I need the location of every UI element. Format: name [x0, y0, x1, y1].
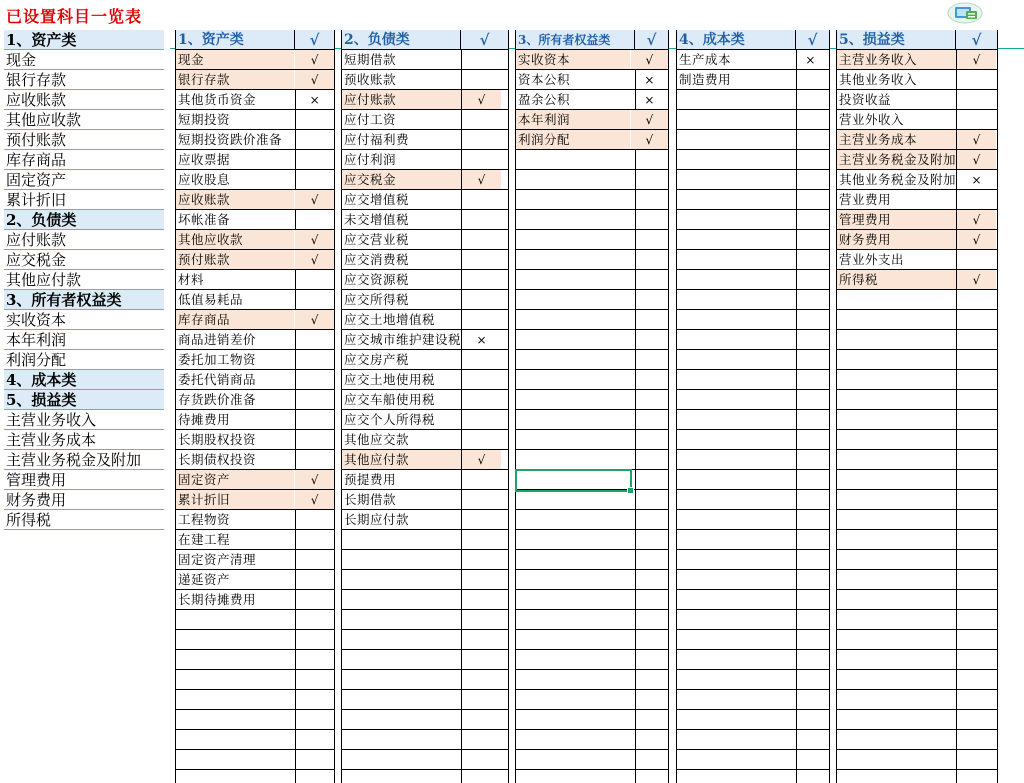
empty-mark-cell[interactable] — [462, 290, 501, 310]
account-name-cell[interactable]: 其他应付款 — [342, 450, 461, 469]
empty-mark-cell[interactable] — [295, 530, 334, 550]
category-table-pnl — [836, 30, 998, 783]
account-row — [516, 90, 668, 110]
account-name-cell[interactable]: 投资收益 — [839, 92, 892, 107]
account-name-cell[interactable]: 应付账款 — [342, 90, 461, 109]
summary-item[interactable]: 主营业务成本 — [4, 430, 164, 450]
account-name-cell[interactable]: 坏帐准备 — [178, 212, 231, 227]
category-header-cost — [677, 30, 829, 50]
account-row — [176, 510, 334, 530]
account-row — [516, 50, 668, 70]
account-row — [342, 270, 508, 290]
account-row — [176, 210, 334, 230]
account-row — [342, 290, 508, 310]
category-title[interactable]: 2、负债类 — [342, 30, 461, 49]
account-name-cell[interactable]: 应交城市维护建设税 — [344, 332, 461, 347]
account-name-cell[interactable]: 商品进销差价 — [178, 332, 257, 347]
account-name-cell[interactable]: 其他业务税金及附加 — [839, 172, 956, 187]
check-mark-cell[interactable]: √ — [957, 130, 996, 149]
account-name-cell[interactable]: 现金 — [176, 50, 294, 69]
account-name-cell[interactable]: 应交所得税 — [344, 292, 410, 307]
empty-mark-cell[interactable] — [462, 150, 501, 170]
category-title[interactable]: 5、损益类 — [837, 30, 956, 49]
account-name-cell[interactable]: 营业外收入 — [839, 112, 905, 127]
account-row — [176, 390, 334, 410]
account-row — [176, 110, 334, 130]
empty-mark-cell[interactable] — [295, 450, 334, 470]
account-row — [176, 130, 334, 150]
account-row — [176, 150, 334, 170]
summary-item[interactable]: 应付账款 — [4, 230, 164, 250]
empty-mark-cell[interactable] — [295, 370, 334, 390]
account-name-cell[interactable]: 库存商品 — [176, 310, 294, 329]
account-row — [176, 330, 334, 350]
account-name-cell[interactable]: 本年利润 — [516, 110, 630, 129]
empty-mark-cell[interactable] — [462, 390, 501, 410]
empty-mark-cell[interactable] — [957, 110, 996, 130]
account-row — [176, 450, 334, 470]
category-title[interactable]: 3、所有者权益类 — [516, 30, 635, 49]
account-row — [176, 310, 334, 330]
account-name-cell[interactable]: 应付利润 — [344, 152, 397, 167]
summary-item[interactable]: 银行存款 — [4, 70, 164, 90]
empty-mark-cell[interactable] — [462, 110, 501, 130]
category-title[interactable]: 1、资产类 — [176, 30, 295, 49]
account-row — [176, 270, 334, 290]
account-name-cell[interactable]: 工程物资 — [178, 512, 231, 527]
summary-item[interactable]: 其他应付款 — [4, 270, 164, 290]
summary-item[interactable]: 管理费用 — [4, 470, 164, 490]
account-row — [176, 230, 334, 250]
account-name-cell[interactable]: 预收账款 — [344, 72, 397, 87]
empty-mark-cell[interactable] — [462, 130, 501, 150]
empty-mark-cell[interactable] — [295, 110, 334, 130]
empty-mark-cell[interactable] — [462, 310, 501, 330]
empty-mark-cell[interactable] — [462, 490, 501, 510]
account-name-cell[interactable]: 应交税金 — [342, 170, 461, 189]
account-row — [176, 250, 334, 270]
account-row — [342, 90, 508, 110]
check-column-header[interactable]: √ — [971, 31, 982, 49]
check-mark-cell[interactable]: √ — [295, 230, 334, 249]
check-mark-cell[interactable]: √ — [295, 190, 334, 209]
empty-mark-cell[interactable] — [295, 390, 334, 410]
account-name-cell[interactable]: 利润分配 — [516, 130, 630, 149]
empty-mark-cell[interactable] — [295, 290, 334, 310]
account-row — [837, 90, 997, 110]
summary-item[interactable]: 财务费用 — [4, 490, 164, 510]
account-name-cell[interactable]: 应交土地增值税 — [344, 312, 436, 327]
account-name-cell[interactable]: 资本公积 — [518, 72, 571, 87]
summary-category[interactable]: 2、负债类 — [4, 210, 164, 230]
account-row — [516, 70, 668, 90]
account-name-cell[interactable]: 主营业务成本 — [837, 130, 956, 149]
summary-item[interactable]: 主营业务税金及附加 — [4, 450, 164, 470]
summary-item[interactable]: 库存商品 — [4, 150, 164, 170]
account-row — [176, 470, 334, 490]
account-name-cell[interactable]: 委托加工物资 — [178, 352, 257, 367]
account-row — [176, 490, 334, 510]
account-name-cell[interactable]: 预提费用 — [344, 472, 397, 487]
account-row — [837, 130, 997, 150]
account-row — [342, 390, 508, 410]
account-row — [176, 410, 334, 430]
check-column-header[interactable]: √ — [646, 31, 657, 49]
account-name-cell[interactable]: 固定资产 — [176, 470, 294, 489]
account-name-cell[interactable]: 营业外支出 — [839, 252, 905, 267]
check-column-header[interactable]: √ — [807, 31, 818, 49]
summary-item[interactable]: 预付账款 — [4, 130, 164, 150]
summary-item[interactable]: 累计折旧 — [4, 190, 164, 210]
account-name-cell[interactable]: 长期应付款 — [344, 512, 410, 527]
account-row — [342, 510, 508, 530]
account-row — [342, 110, 508, 130]
account-row — [342, 130, 508, 150]
account-row — [176, 570, 334, 590]
account-row — [176, 290, 334, 310]
account-name-cell[interactable]: 应交营业税 — [344, 232, 410, 247]
empty-mark-cell[interactable] — [462, 50, 501, 70]
summary-item[interactable]: 其他应收款 — [4, 110, 164, 130]
empty-mark-cell[interactable] — [462, 190, 501, 210]
empty-mark-cell[interactable] — [462, 70, 501, 90]
check-mark-cell[interactable]: √ — [295, 310, 334, 329]
empty-mark-cell[interactable] — [462, 510, 501, 530]
account-name-cell[interactable]: 递延资产 — [178, 572, 231, 587]
empty-mark-cell[interactable] — [295, 510, 334, 530]
account-row — [837, 70, 997, 90]
category-table-assets — [175, 30, 335, 783]
check-mark-cell[interactable]: √ — [957, 150, 996, 169]
summary-category[interactable]: 5、损益类 — [4, 390, 164, 410]
empty-mark-cell[interactable] — [295, 590, 334, 610]
account-name-cell[interactable]: 制造费用 — [679, 72, 732, 87]
account-name-cell[interactable]: 主营业务收入 — [837, 50, 956, 69]
account-name-cell[interactable]: 长期债权投资 — [178, 452, 257, 467]
cross-mark-cell[interactable]: × — [644, 73, 655, 87]
account-name-cell[interactable]: 未交增值税 — [344, 212, 410, 227]
empty-mark-cell[interactable] — [295, 570, 334, 590]
account-name-cell[interactable]: 所得税 — [837, 270, 956, 289]
account-row — [176, 70, 334, 90]
account-row — [176, 350, 334, 370]
empty-mark-cell[interactable] — [295, 210, 334, 230]
account-row — [837, 150, 997, 170]
account-row — [837, 50, 997, 70]
category-header-pnl — [837, 30, 997, 50]
account-row — [342, 410, 508, 430]
summary-item[interactable]: 现金 — [4, 50, 164, 70]
check-mark-cell[interactable]: √ — [957, 230, 996, 249]
account-row — [176, 550, 334, 570]
account-name-cell[interactable]: 其他应交款 — [344, 432, 410, 447]
empty-mark-cell[interactable] — [295, 270, 334, 290]
empty-mark-cell[interactable] — [957, 90, 996, 110]
account-name-cell[interactable]: 主营业务税金及附加 — [839, 152, 956, 167]
account-name-cell[interactable]: 其他应收款 — [176, 230, 294, 249]
summary-category[interactable]: 1、资产类 — [4, 30, 164, 50]
account-row — [342, 430, 508, 450]
account-name-cell[interactable]: 盈余公积 — [518, 92, 571, 107]
account-row — [837, 170, 997, 190]
account-row — [176, 590, 334, 610]
empty-mark-cell[interactable] — [792, 70, 829, 90]
empty-mark-cell[interactable] — [957, 250, 996, 270]
account-row — [176, 430, 334, 450]
account-name-cell[interactable]: 应交房产税 — [344, 352, 410, 367]
account-name-cell[interactable]: 短期投资跌价准备 — [178, 132, 283, 147]
account-row — [516, 130, 668, 150]
summary-item[interactable]: 利润分配 — [4, 350, 164, 370]
category-table-liabilities — [341, 30, 509, 783]
check-mark-cell[interactable]: √ — [631, 110, 668, 129]
check-mark-cell[interactable]: √ — [295, 250, 334, 269]
summary-item[interactable]: 应交税金 — [4, 250, 164, 270]
summary-category[interactable]: 3、所有者权益类 — [4, 290, 164, 310]
summary-item[interactable]: 固定资产 — [4, 170, 164, 190]
account-row — [837, 270, 997, 290]
summary-item[interactable]: 应收账款 — [4, 90, 164, 110]
cross-mark-cell[interactable]: × — [644, 93, 655, 107]
account-name-cell[interactable]: 待摊费用 — [178, 412, 231, 427]
summary-list — [4, 30, 164, 530]
account-name-cell[interactable]: 管理费用 — [837, 210, 956, 229]
spreadsheet-app-icon[interactable] — [946, 2, 984, 24]
account-row — [342, 470, 508, 490]
empty-mark-cell[interactable] — [462, 270, 501, 290]
empty-mark-cell[interactable] — [462, 350, 501, 370]
category-title[interactable]: 4、成本类 — [677, 30, 796, 49]
account-name-cell[interactable]: 委托代销商品 — [178, 372, 257, 387]
check-mark-cell[interactable]: √ — [462, 170, 501, 189]
account-name-cell[interactable]: 应交消费税 — [344, 252, 410, 267]
check-mark-cell[interactable]: √ — [295, 50, 334, 69]
empty-mark-cell[interactable] — [295, 170, 334, 190]
empty-mark-cell[interactable] — [462, 250, 501, 270]
account-name-cell[interactable]: 其他业务收入 — [839, 72, 918, 87]
account-name-cell[interactable]: 银行存款 — [176, 70, 294, 89]
empty-mark-cell[interactable] — [295, 350, 334, 370]
check-mark-cell[interactable]: √ — [631, 50, 668, 69]
empty-mark-cell[interactable] — [462, 370, 501, 390]
account-name-cell[interactable]: 应交资源税 — [344, 272, 410, 287]
check-mark-cell[interactable]: √ — [631, 130, 668, 149]
account-name-cell[interactable]: 应付福利费 — [344, 132, 410, 147]
check-mark-cell[interactable]: √ — [295, 490, 334, 509]
account-row — [176, 50, 334, 70]
account-name-cell[interactable]: 预付账款 — [176, 250, 294, 269]
account-row — [342, 370, 508, 390]
account-name-cell[interactable]: 生产成本 — [679, 52, 732, 67]
category-table-cost — [676, 30, 830, 783]
account-name-cell[interactable]: 应付工资 — [344, 112, 397, 127]
empty-mark-cell[interactable] — [295, 550, 334, 570]
check-column-header[interactable]: √ — [309, 31, 320, 49]
check-mark-cell[interactable]: √ — [462, 450, 501, 469]
account-row — [342, 350, 508, 370]
account-name-cell[interactable]: 低值易耗品 — [178, 292, 244, 307]
check-mark-cell[interactable]: √ — [295, 70, 334, 89]
empty-mark-cell[interactable] — [295, 410, 334, 430]
check-mark-cell[interactable]: √ — [957, 50, 996, 69]
account-row — [342, 190, 508, 210]
account-name-cell[interactable]: 在建工程 — [178, 532, 231, 547]
empty-mark-cell[interactable] — [957, 190, 996, 210]
summary-item[interactable]: 所得税 — [4, 510, 164, 530]
account-name-cell[interactable]: 存货跌价准备 — [178, 392, 257, 407]
empty-mark-cell[interactable] — [462, 210, 501, 230]
account-name-cell[interactable]: 应收票据 — [178, 152, 231, 167]
account-row — [176, 190, 334, 210]
account-name-cell[interactable]: 固定资产清理 — [178, 552, 257, 567]
selected-cell[interactable] — [515, 469, 632, 492]
empty-mark-cell[interactable] — [462, 230, 501, 250]
account-name-cell[interactable]: 应交增值税 — [344, 192, 410, 207]
summary-item[interactable]: 本年利润 — [4, 330, 164, 350]
account-name-cell[interactable]: 长期股权投资 — [178, 432, 257, 447]
empty-mark-cell[interactable] — [462, 470, 501, 490]
account-row — [342, 450, 508, 470]
cross-mark-cell[interactable]: × — [805, 53, 816, 67]
account-row — [176, 170, 334, 190]
account-row — [342, 330, 508, 350]
account-name-cell[interactable]: 实收资本 — [516, 50, 630, 69]
account-row — [837, 250, 997, 270]
account-row — [677, 70, 829, 90]
account-name-cell[interactable]: 营业费用 — [839, 192, 892, 207]
account-row — [837, 210, 997, 230]
account-row — [176, 530, 334, 550]
account-name-cell[interactable]: 应交个人所得税 — [344, 412, 436, 427]
account-name-cell[interactable]: 累计折旧 — [176, 490, 294, 509]
account-name-cell[interactable]: 应收股息 — [178, 172, 231, 187]
account-row — [342, 210, 508, 230]
account-row — [176, 90, 334, 110]
sheet-title: 已设置科目一览表 — [6, 7, 143, 26]
account-name-cell[interactable]: 其他货币资金 — [178, 92, 257, 107]
check-mark-cell[interactable]: √ — [957, 270, 996, 289]
account-name-cell[interactable]: 应交土地使用税 — [344, 372, 436, 387]
empty-mark-cell[interactable] — [295, 130, 334, 150]
check-mark-cell[interactable]: √ — [957, 210, 996, 229]
account-row — [516, 110, 668, 130]
check-mark-cell[interactable]: √ — [462, 90, 501, 109]
empty-mark-cell[interactable] — [462, 430, 501, 450]
account-row — [342, 170, 508, 190]
account-row — [677, 50, 829, 70]
cross-mark-cell[interactable]: × — [476, 333, 487, 347]
summary-item[interactable]: 实收资本 — [4, 310, 164, 330]
account-name-cell[interactable]: 应交车船使用税 — [344, 392, 436, 407]
category-header-liabilities — [342, 30, 508, 50]
account-row — [176, 370, 334, 390]
account-row — [342, 250, 508, 270]
empty-mark-cell[interactable] — [957, 70, 996, 90]
account-row — [342, 230, 508, 250]
account-name-cell[interactable]: 长期借款 — [344, 492, 397, 507]
category-header-assets — [176, 30, 334, 50]
account-name-cell[interactable]: 短期借款 — [344, 52, 397, 67]
summary-item[interactable]: 主营业务收入 — [4, 410, 164, 430]
account-name-cell[interactable]: 应收账款 — [176, 190, 294, 209]
empty-mark-cell[interactable] — [295, 150, 334, 170]
cross-mark-cell[interactable]: × — [309, 93, 320, 107]
empty-mark-cell[interactable] — [295, 430, 334, 450]
account-row — [342, 50, 508, 70]
check-column-header[interactable]: √ — [479, 31, 490, 49]
cross-mark-cell[interactable]: × — [971, 173, 982, 187]
category-header-equity — [516, 30, 668, 50]
empty-mark-cell[interactable] — [295, 330, 334, 350]
category-table-equity — [515, 30, 669, 783]
account-row — [342, 490, 508, 510]
account-row — [837, 110, 997, 130]
account-row — [342, 310, 508, 330]
account-name-cell[interactable]: 财务费用 — [837, 230, 956, 249]
account-name-cell[interactable]: 长期待摊费用 — [178, 592, 257, 607]
check-mark-cell[interactable]: √ — [295, 470, 334, 489]
account-name-cell[interactable]: 材料 — [178, 272, 205, 287]
empty-mark-cell[interactable] — [462, 410, 501, 430]
summary-category[interactable]: 4、成本类 — [4, 370, 164, 390]
account-row — [342, 70, 508, 90]
account-row — [342, 150, 508, 170]
account-row — [837, 230, 997, 250]
account-name-cell[interactable]: 短期投资 — [178, 112, 231, 127]
account-row — [837, 190, 997, 210]
